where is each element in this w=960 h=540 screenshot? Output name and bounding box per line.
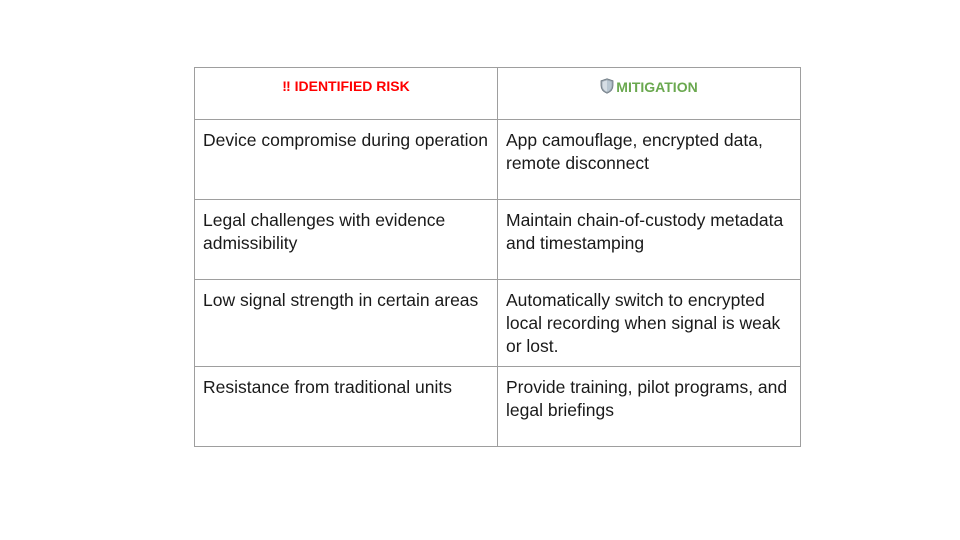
- risk-header-label: IDENTIFIED RISK: [294, 78, 410, 94]
- double-exclamation-icon: ‼: [282, 78, 291, 94]
- table-row: [195, 280, 801, 367]
- risk-cell: Low signal strength in certain areas: [195, 280, 498, 367]
- risk-column-header: [195, 68, 498, 120]
- mitigation-cell: Maintain chain-of-custody metadata and timestamping: [498, 200, 801, 280]
- shield-icon: [600, 78, 614, 98]
- mitigation-cell: Provide training, pilot programs, and legal briefings: [498, 367, 801, 447]
- risk-cell: Resistance from traditional units: [195, 367, 498, 447]
- table-header-row: [195, 68, 801, 120]
- risk-cell: Device compromise during operation: [195, 120, 498, 200]
- risk-cell: Legal challenges with evidence admissibility: [195, 200, 498, 280]
- table-row: [195, 120, 801, 200]
- mitigation-column-header: [498, 68, 801, 120]
- risk-mitigation-table: [194, 67, 801, 447]
- risk-header-text: [282, 78, 409, 94]
- mitigation-cell: App camouflage, encrypted data, remote disconnect: [498, 120, 801, 200]
- mitigation-cell: Automatically switch to encrypted local recording when signal is weak or lost.: [498, 280, 801, 367]
- table-row: [195, 367, 801, 447]
- table-row: [195, 200, 801, 280]
- mitigation-header-label: MITIGATION: [616, 79, 698, 95]
